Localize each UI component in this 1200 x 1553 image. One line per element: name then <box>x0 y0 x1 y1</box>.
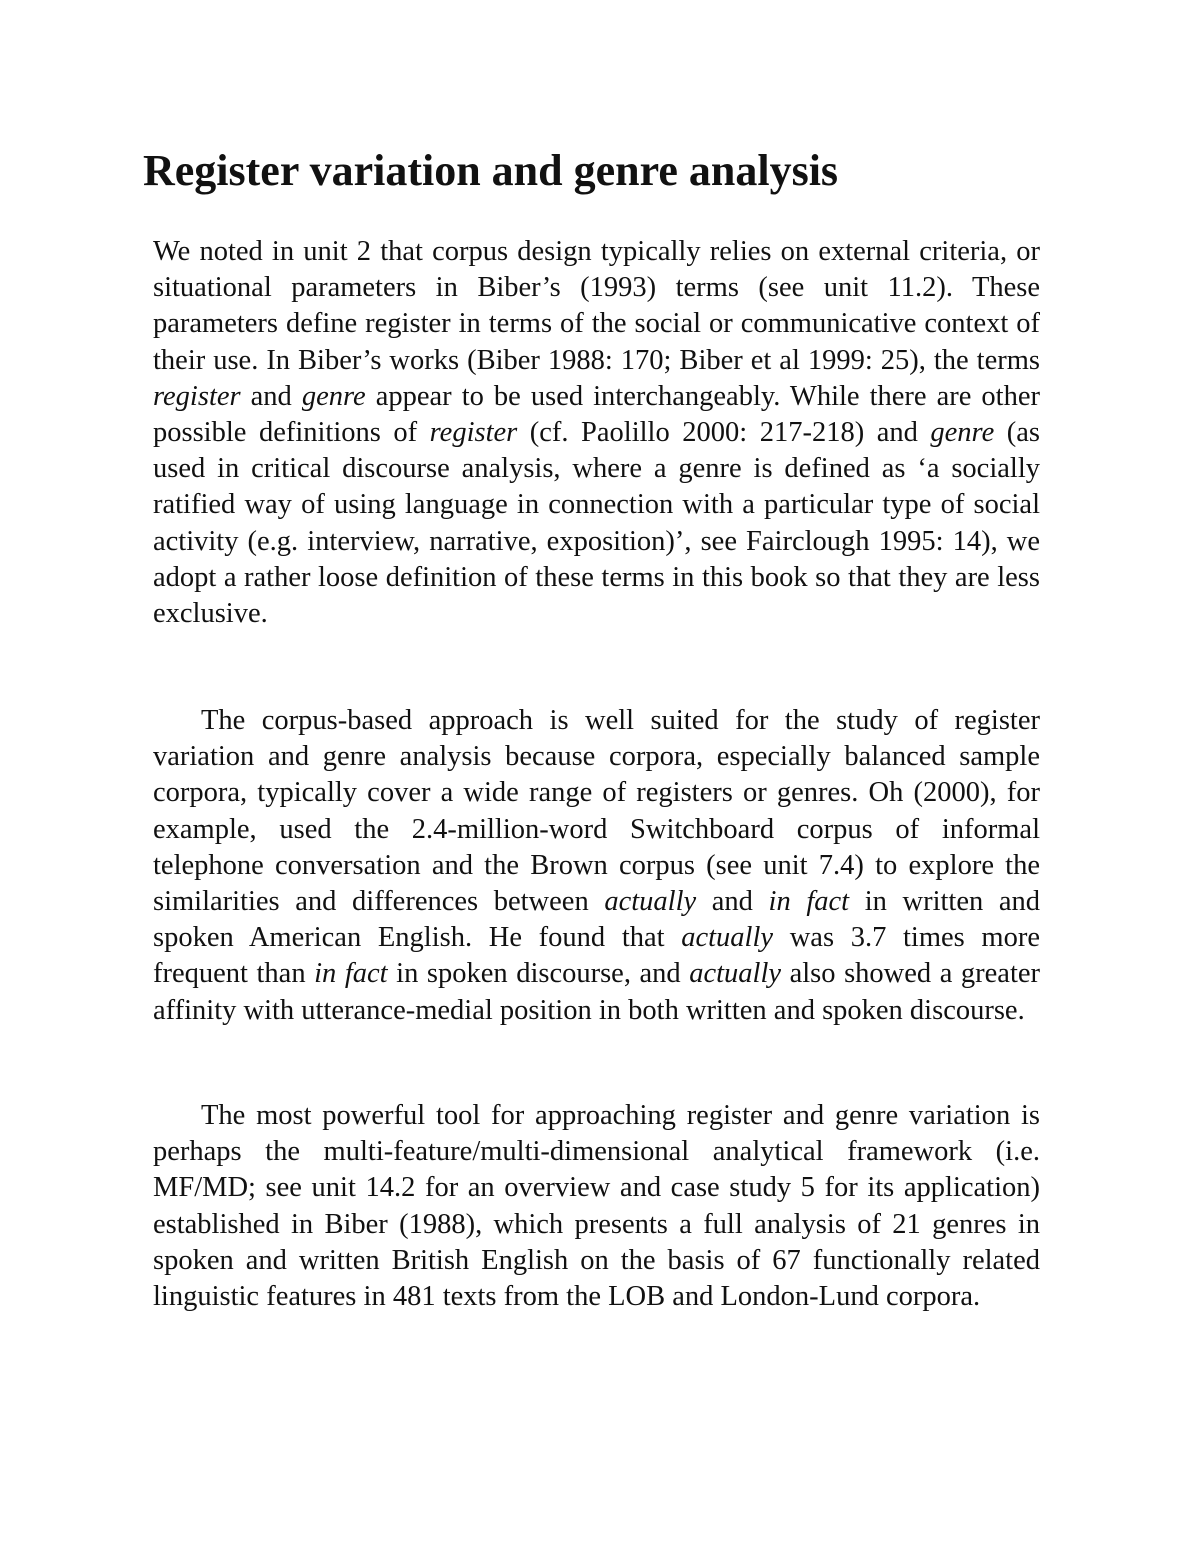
paragraph-1-text-5: (as used in critical discourse analysis, where a genre is defined as ‘a socially ratified way of using language in connection with a particular type of social activity (e.g. interview, narrative, exposition)’, see Fairclough 1995: 14), we adopt a rather loose definition of these terms in this book so that they are less exclusive. <box>153 417 1040 630</box>
italic-term-genre: genre <box>301 380 366 412</box>
italic-term-in-fact: in fact <box>314 958 388 990</box>
paragraph-2-text-2: and <box>696 886 769 918</box>
paragraph-1-text-4: (cf. Paolillo 2000: 217-218) and <box>517 417 931 449</box>
paragraph-2-text-4: was 3.7 times more frequent than <box>153 922 1040 990</box>
paragraph-1 <box>153 234 1040 632</box>
italic-term-actually: actually <box>604 886 697 918</box>
page-title: Register variation and genre analysis <box>143 146 839 195</box>
paragraph-2-text-1: The corpus-based approach is well suited for the study of register variation and genre analysis because corpora, especially balanced sample corpora, typically cover a wide range of registers or genres. Oh (2000), for example, used the 2.4-million-word Switchboard corpus of informal telephone conversation and the Brown corpus (see unit 7.4) to explore the similarities and differences between <box>153 705 1040 918</box>
italic-term-register: register <box>153 380 241 412</box>
paragraph-2 <box>153 703 1040 1029</box>
paragraph-2-text-3: in written and spoken American English. He found that <box>153 886 1040 954</box>
paragraph-1-text-2: and <box>240 380 302 412</box>
paragraph-2-text-5: in spoken discourse, and <box>387 958 690 990</box>
italic-term-actually: actually <box>689 958 782 990</box>
italic-term-register: register <box>429 417 518 449</box>
paragraph-3: The most powerful tool for approaching register and genre variation is perhaps the multi-feature/multi-dimensional analytical framework (i.e. MF/MD; see unit 14.2 for an overview and case study 5 for its application) established in Biber (1988), which presents a full analysis of 21 genres in spoken and written British English on the basis of 67 functionally related linguistic features in 481 texts from the LOB and London-Lund corpora. <box>153 1100 1040 1313</box>
paragraph-1-text-1: We noted in unit 2 that corpus design typically relies on external criteria, or situational parameters in Biber’s (1993) terms (see unit 11.2). These parameters define register in terms of the social or communicative context of their use. In Biber’s works (Biber 1988: 170; Biber et al 1999: 25), the terms <box>153 236 1040 376</box>
paragraph-2-text-6: also showed a greater affinity with utterance-medial position in both written and spoken discourse. <box>153 958 1041 1026</box>
paragraph-1-text-3: appear to be used interchangeably. While there are other possible definitions of <box>153 380 1040 449</box>
italic-term-genre: genre <box>930 417 995 449</box>
italic-term-actually: actually <box>681 922 774 954</box>
italic-term-in-fact: in fact <box>768 886 850 918</box>
